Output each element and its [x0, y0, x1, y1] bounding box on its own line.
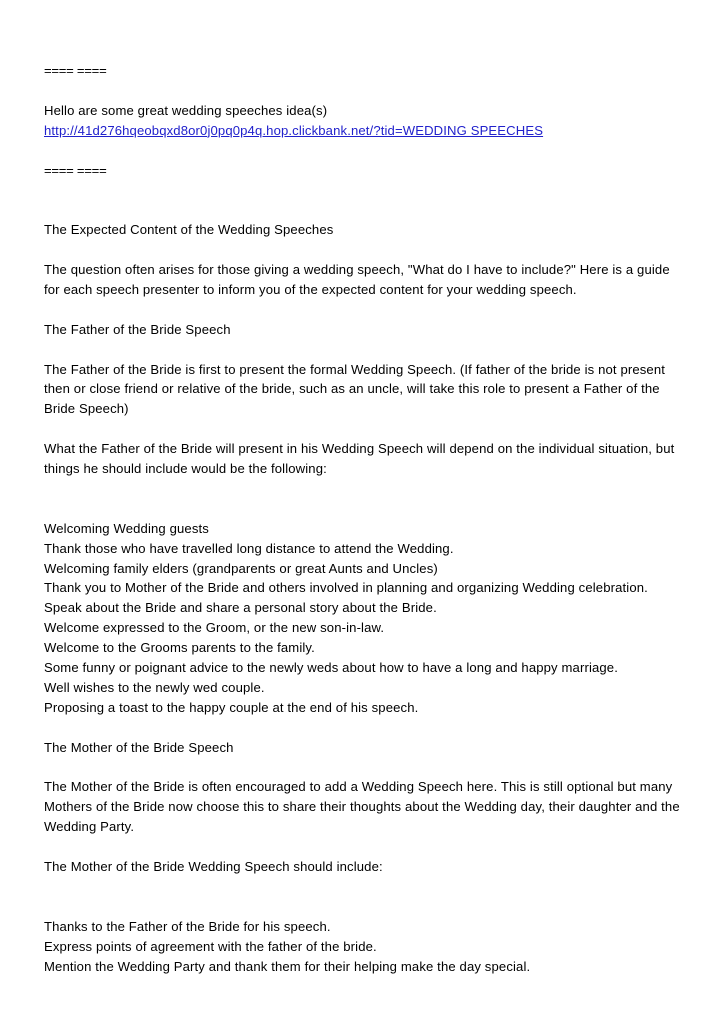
heading-mother-of-bride: The Mother of the Bride Speech: [44, 739, 234, 755]
list-item: Some funny or poignant advice to the newly weds about how to have a long and happy marriage.: [44, 660, 618, 676]
list-item: Welcome to the Grooms parents to the family.: [44, 640, 315, 656]
list-item: Proposing a toast to the happy couple at the end of his speech.: [44, 699, 419, 715]
spacer: [44, 419, 688, 439]
list-item: Thanks to the Father of the Bride for his speech.: [44, 918, 331, 934]
spacer: [44, 837, 688, 857]
heading-father-of-bride: The Father of the Bride Speech: [44, 321, 231, 337]
document-body: [44, 61, 688, 977]
list-item: Welcome expressed to the Groom, or the new son-in-law.: [44, 620, 385, 636]
list-item: Well wishes to the newly wed couple.: [44, 679, 265, 695]
father-paragraph-2: What the Father of the Bride will present in his Wedding Speech will depend on the individual situation, but things he should include would be the following:: [44, 441, 675, 477]
spacer: [44, 141, 688, 161]
spacer: [44, 718, 688, 738]
mother-speech-list: [44, 917, 688, 977]
heading-expected-content: The Expected Content of the Wedding Speeches: [44, 222, 334, 238]
father-speech-list: [44, 519, 688, 718]
separator-top: ==== ====: [44, 63, 107, 78]
list-item: Speak about the Bride and share a personal story about the Bride.: [44, 600, 437, 616]
list-item: Thank you to Mother of the Bride and others involved in planning and organizing Wedding celebration.: [44, 580, 648, 596]
list-item: Express points of agreement with the father of the bride.: [44, 938, 377, 954]
father-paragraph-1: The Father of the Bride is first to present the formal Wedding Speech. (If father of the bride is not present then or close friend or relative of the bride, such as an uncle, will take this role to present a Father of the Bride Speech): [44, 361, 666, 417]
spacer: [44, 81, 688, 101]
list-item: Welcoming family elders (grandparents or great Aunts and Uncles): [44, 560, 438, 576]
intro-link-row: [44, 121, 688, 141]
spacer: [44, 758, 688, 778]
list-item: Welcoming Wedding guests: [44, 520, 209, 536]
spacer: [44, 180, 688, 220]
spacer: [44, 240, 688, 260]
list-item: Mention the Wedding Party and thank them for their helping make the day special.: [44, 958, 531, 974]
spacer: [44, 479, 688, 519]
intro-greeting: Hello are some great wedding speeches idea(s): [44, 102, 328, 118]
intro-paragraph: The question often arises for those giving a wedding speech, "What do I have to include?" Here is a guide for each speech presenter to inform you of the expected content for your wedding speech.: [44, 262, 670, 297]
spacer: [44, 300, 688, 320]
spacer: [44, 340, 688, 360]
wedding-speeches-link[interactable]: http://41d276hqeobqxd8or0j0pq0p4q.hop.clickbank.net/?tid=WEDDING SPEECHES: [44, 122, 544, 138]
spacer: [44, 877, 688, 917]
separator-bottom: ==== ====: [44, 162, 107, 178]
list-item: Thank those who have travelled long distance to attend the Wedding.: [44, 540, 454, 556]
mother-paragraph-2: The Mother of the Bride Wedding Speech should include:: [44, 859, 383, 875]
mother-paragraph-1: The Mother of the Bride is often encouraged to add a Wedding Speech here. This is still optional but many Mothers of the Bride now choose this to share their thoughts about the Wedding day, their daughter and the Wedding Party.: [44, 779, 680, 835]
